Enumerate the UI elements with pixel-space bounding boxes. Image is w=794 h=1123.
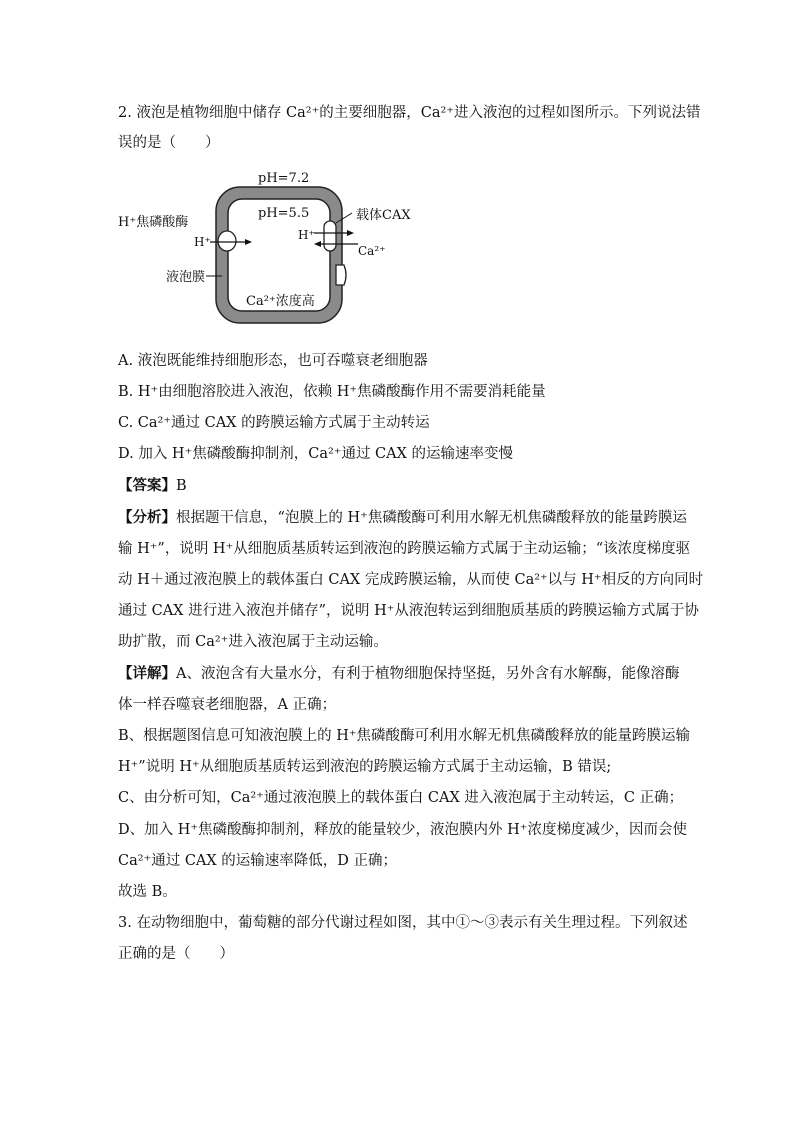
- carrier-label: 载体CAX: [356, 208, 411, 223]
- answer-line: [118, 476, 187, 496]
- channel-icon: [336, 265, 346, 285]
- q2-option-d: D. 加入 H⁺焦磷酸酶抑制剂，Ca²⁺通过 CAX 的运输速率变慢: [118, 446, 514, 462]
- inner-ph-label: pH=5.5: [258, 206, 310, 221]
- h-pump-icon: [218, 231, 236, 251]
- detail-line3: B、根据题图信息可知液泡膜上的 H⁺焦磷酸酶可利用水解无机焦磷酸释放的能量跨膜运输: [118, 728, 691, 744]
- detail-line4: H⁺”说明 H⁺从细胞质基质转运到液泡的跨膜运输方式属于主动运输，B 错误;: [118, 759, 612, 775]
- h-right-label: H⁺: [298, 228, 315, 242]
- analysis-line3: 动 H＋通过液泡膜上的载体蛋白 CAX 完成跨膜运输，从而使 Ca²⁺以与 H⁺相反的方向同时: [118, 572, 704, 588]
- answer-label: 【答案】: [118, 477, 176, 494]
- q2-option-b: B. H⁺由细胞溶胶进入液泡，依赖 H⁺焦磷酸酶作用不需要消耗能量: [118, 384, 546, 400]
- q2-stem-line1: 2. 液泡是植物细胞中储存 Ca²⁺的主要细胞器，Ca²⁺进入液泡的过程如图所示。下列说法错: [118, 105, 701, 121]
- q2-stem-line2: 误的是（ ）: [118, 135, 220, 151]
- inside-label: Ca²⁺浓度高: [246, 294, 315, 309]
- analysis-line2: 输 H⁺”，说明 H⁺从细胞质基质转运到液泡的跨膜运输方式属于主动运输；“该浓度梯度驱: [118, 541, 691, 557]
- membrane-label: 液泡膜: [166, 270, 206, 285]
- detail-line5: C、由分析可知，Ca²⁺通过液泡膜上的载体蛋白 CAX 进入液泡属于主动转运，C 正确；: [118, 790, 684, 806]
- q3-stem-line2: 正确的是（ ）: [118, 946, 234, 962]
- analysis-line5: 助扩散，而 Ca²⁺进入液泡属于主动运输。: [118, 634, 388, 650]
- pump-label: H⁺焦磷酸酶: [118, 215, 189, 230]
- detail-line1: [118, 664, 679, 684]
- q2-option-a: A. 液泡既能维持细胞形态，也可吞噬衰老细胞器: [118, 353, 428, 369]
- outer-ph-label: pH=7.2: [258, 171, 310, 186]
- analysis-line4: 通过 CAX 进行进入液泡并储存”，说明 H⁺从液泡转运到细胞质基质的跨膜运输方式属于协: [118, 603, 699, 619]
- ca-right-label: Ca²⁺: [358, 244, 386, 258]
- analysis-label: 【分析】: [118, 509, 176, 526]
- q3-stem-line1: 3. 在动物细胞中，葡萄糖的部分代谢过程如图，其中①～③表示有关生理过程。下列叙述: [118, 915, 688, 931]
- answer-value: B: [176, 478, 187, 494]
- analysis-line1: [118, 508, 687, 528]
- detail-text1: A、液泡含有大量水分，有利于植物细胞保持坚挺，另外含有水解酶，能像溶酶: [176, 666, 680, 682]
- conclusion-line: 故选 B。: [118, 884, 177, 900]
- cax-carrier-icon: [324, 221, 336, 251]
- h-left-label: H⁺: [194, 235, 211, 249]
- analysis-text1: 根据题干信息，“泡膜上的 H⁺焦磷酸酶可利用水解无机焦磷酸释放的能量跨膜运: [176, 510, 687, 526]
- detail-line6: D、加入 H⁺焦磷酸酶抑制剂，释放的能量较少，液泡膜内外 H⁺浓度梯度减少，因而会使: [118, 822, 687, 838]
- q2-option-c: C. Ca²⁺通过 CAX 的跨膜运输方式属于主动转运: [118, 415, 430, 431]
- detail-label: 【详解】: [118, 665, 176, 682]
- detail-line7: Ca²⁺通过 CAX 的运输速率降低，D 正确；: [118, 853, 398, 869]
- h-out-arrowhead: [347, 230, 354, 236]
- vacuole-diagram: [118, 165, 428, 335]
- detail-line2: 体一样吞噬衰老细胞器，A 正确；: [118, 697, 337, 713]
